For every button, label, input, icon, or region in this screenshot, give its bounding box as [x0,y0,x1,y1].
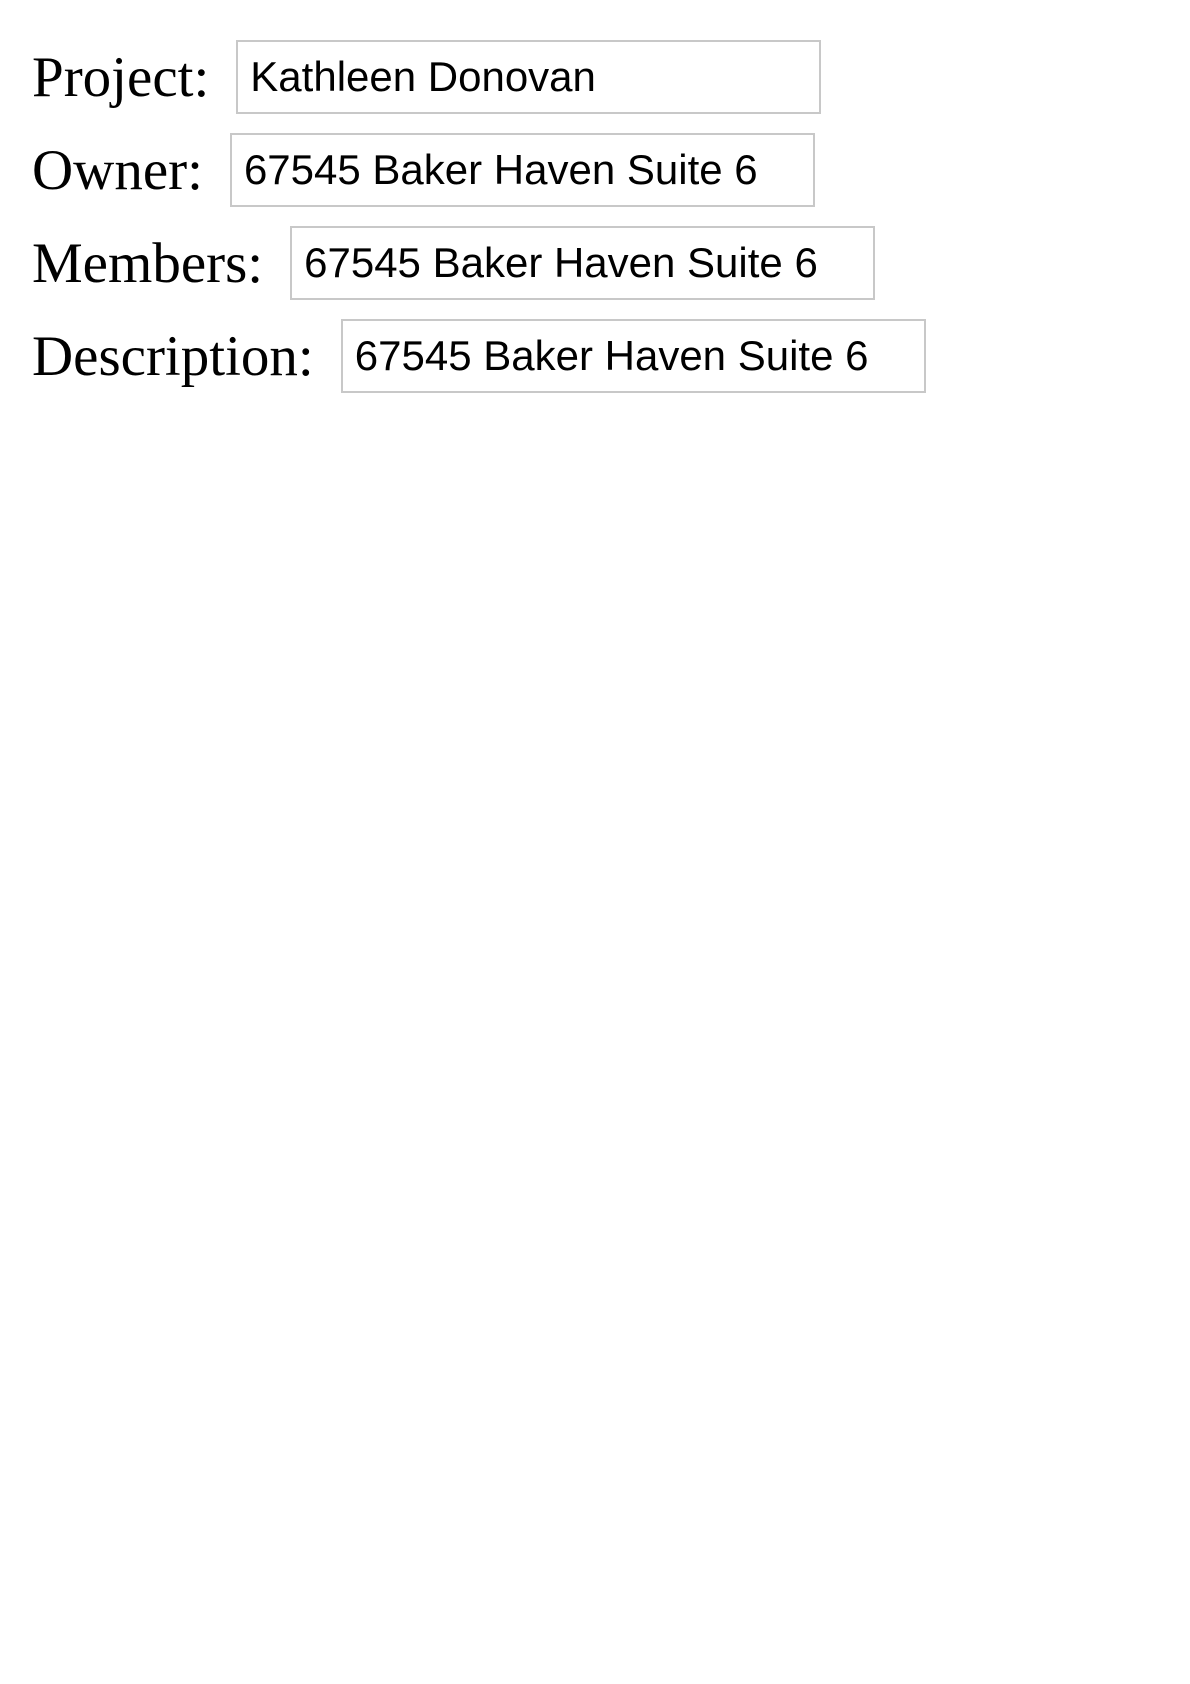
owner-row [32,133,926,207]
owner-input[interactable] [230,133,815,207]
description-label: Description: [32,324,314,388]
project-form [32,40,926,412]
description-input[interactable] [341,319,926,393]
project-input[interactable] [236,40,821,114]
description-row [32,319,926,393]
members-row [32,226,926,300]
members-label: Members: [32,231,264,295]
owner-label: Owner: [32,138,203,202]
project-label: Project: [32,45,210,109]
project-row [32,40,926,114]
members-input[interactable] [290,226,875,300]
